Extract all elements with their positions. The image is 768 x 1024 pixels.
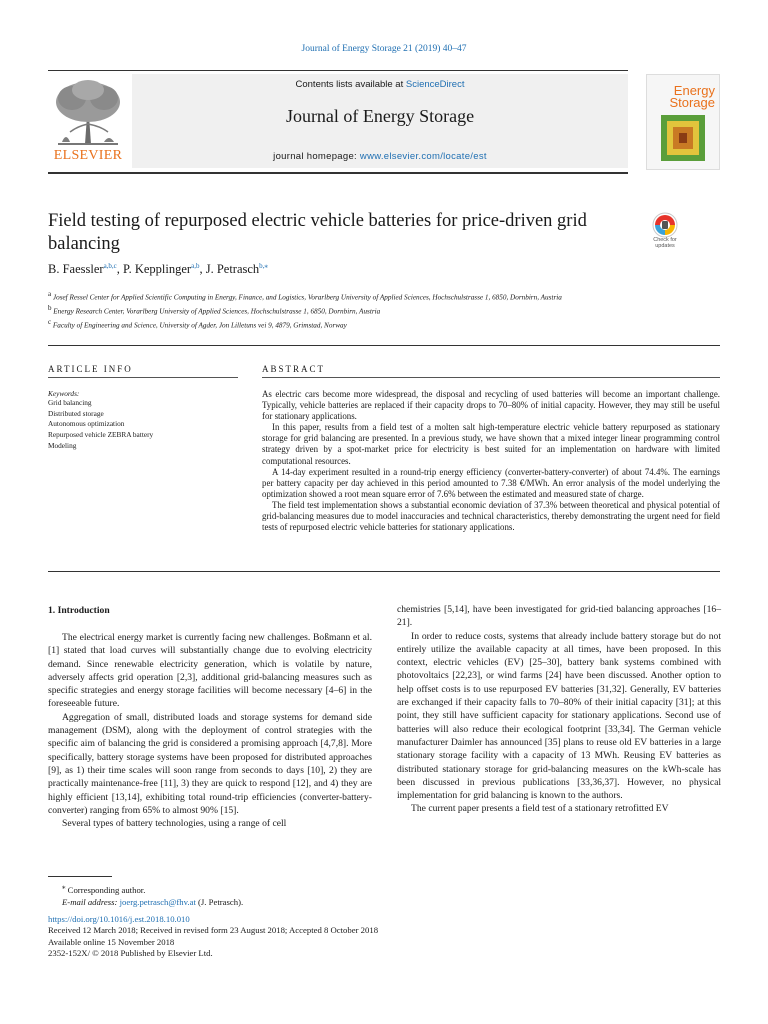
author-name: P. Kepplinger <box>123 262 192 277</box>
body-paragraph: Several types of battery technologies, using a range of cell <box>62 818 287 830</box>
homepage-line <box>132 151 628 162</box>
author-name: J. Petrasch <box>205 262 260 277</box>
affiliation-list <box>48 289 668 331</box>
cover-art-icon <box>661 115 705 161</box>
section-heading-introduction: 1. Introduction <box>48 605 110 616</box>
affiliation-c <box>48 317 668 331</box>
keyword-item: Distributed storage <box>48 408 104 418</box>
affiliation-mark: b <box>48 303 52 312</box>
affiliation-b <box>48 303 668 317</box>
affiliation-text: Josef Ressel Center for Applied Scientific Computing in Energy, Finance, and Logistics, Vorarlberg University of Applied Sciences, Hochschulstrasse 1, 6850, Dornbirn, Austria <box>52 293 562 302</box>
abstract-paragraph: The field test implementation shows a substantial economic deviation of 37.3% between theoretical and physical potential of grid-balancing measures due to model inaccuracies and technical characteristics, thereby demonstrating the urgent need for field tests of repurposed electric vehicle batteries for stationary applications. <box>262 499 720 533</box>
abstract-heading: ABSTRACT <box>262 364 326 374</box>
keywords-list <box>48 398 153 452</box>
article-title: Field testing of repurposed electric vehicle batteries for price-driven grid balancing <box>48 211 587 254</box>
masthead-top-rule <box>48 70 628 71</box>
email-link[interactable]: joerg.petrasch@fhv.at <box>119 896 196 907</box>
author-list <box>48 262 668 277</box>
affiliation-text: Faculty of Engineering and Science, University of Agder, Jon Lilletuns vei 9, 4879, Grimstad, Norway <box>52 321 347 330</box>
publication-history <box>48 914 648 959</box>
cover-title <box>653 85 715 109</box>
cover-title-line2: Storage <box>669 95 715 110</box>
email-label: E-mail address: <box>62 896 120 907</box>
journal-citation-link[interactable]: Journal of Energy Storage 21 (2019) 40–47 <box>301 44 467 54</box>
available-online: Available online 15 November 2018 <box>48 936 175 947</box>
journal-cover-image[interactable] <box>646 74 720 170</box>
masthead-bottom-rule <box>48 172 628 174</box>
abstract-paragraph: In this paper, results from a field test of a molten salt high-temperature electric vehicle battery repurposed as stationary storage for grid balancing are presented. In a previous study, we have shown that a mixed integer linear programming control strategy driven by a spot-market price for electricity is best suited for an implementation on hardware with limited computational resources. <box>262 422 720 466</box>
keyword-item: Modeling <box>48 440 77 450</box>
body-paragraph: The electrical energy market is currently facing new challenges. Boßmann et al. [1] stated that load curves will substantially change due to evolving electricity demand. Since renewable electricity generation, which is volatile by nature, adversely affects grid operation [2,3], additional grid-balancing measures such as specific strategies and energy storage facilities will become necessary [4–6] in the foreseeable future. <box>48 632 372 710</box>
footnote-rule <box>48 876 112 877</box>
body-column-right <box>397 603 721 816</box>
keywords-label: Keywords: <box>48 389 80 398</box>
abstract-rule <box>262 377 720 378</box>
elsevier-wordmark: ELSEVIER <box>53 148 123 163</box>
author-3 <box>206 262 268 276</box>
keyword-item: Grid balancing <box>48 398 92 407</box>
crossmark-icon[interactable] <box>648 212 682 256</box>
doi-link[interactable]: https://doi.org/10.1016/j.est.2018.10.010 <box>48 914 190 924</box>
affiliation-mark: c <box>48 317 52 326</box>
author-separator: , <box>199 262 206 277</box>
body-paragraph: The current paper presents a field test of a stationary retrofitted EV <box>411 803 669 815</box>
received-dates: Received 12 March 2018; Received in revised form 23 August 2018; Accepted 8 October 2018 <box>48 925 379 936</box>
copyright-line: 2352-152X/ © 2018 Published by Elsevier Ltd. <box>48 947 213 958</box>
body-paragraph: Aggregation of small, distributed loads and storage systems for demand side management (DSM), along with the deployment of control strategies with the specific aim of balancing the grid is considered a promising approach [4,7,8]. More specifically, battery storage systems have been proposed for distributed approaches [9], as 1) their time scales will soon range from seconds to days [10], 2) they are practically maintenance-free [11], 3) they are quick to respond [12], and 4) they are highly efficient [13,14], exhibiting total round-trip efficiencies (converter-battery-converter) ranging from 65% to almost 90% [15]. <box>48 711 372 816</box>
author-separator: , <box>116 262 124 277</box>
keyword-item: Autonomous optimization <box>48 419 125 429</box>
author-affiliation-marks[interactable]: a,b <box>191 262 200 270</box>
abstract-paragraph: As electric cars become more widespread, the disposal and recycling of used batteries will become an important challenge. Typically, vehicle batteries are replaced if their capacity drops to 70–80% of initial capacity. However, they may still be useful for stationary applications. <box>262 389 720 422</box>
contents-prefix: Contents lists available at <box>295 79 406 90</box>
footnotes <box>48 881 448 908</box>
email-suffix: (J. Petrasch). <box>195 896 244 907</box>
author-affiliation-marks[interactable]: a,b,c <box>103 262 117 270</box>
article-info-rule <box>48 377 238 378</box>
homepage-prefix: journal homepage: <box>273 151 360 162</box>
abstract-body <box>262 389 720 533</box>
author-name: B. Faessler <box>48 262 104 277</box>
affiliation-a <box>48 289 668 303</box>
author-affiliation-marks[interactable]: b,⁎ <box>259 262 268 270</box>
contents-line <box>132 79 628 90</box>
sciencedirect-link[interactable]: ScienceDirect <box>405 79 465 90</box>
article-info-heading: ARTICLE INFO <box>48 364 133 374</box>
abstract-paragraph: A 14-day experiment resulted in a round-trip energy efficiency (converter-battery-converter) of about 74.4%. The earnings per battery capacity per day achieved in this period amounted to 7.38 €/MWh. An error analysis of the model underlying the optimization showed a root mean square error of 7.6% between the estimated and measured state of charge. <box>262 466 720 499</box>
affiliation-text: Energy Research Center, Vorarlberg University of Applied Sciences, Hochschulstrasse 1, 6850, Dornbirn, Austria <box>53 307 381 316</box>
author-2 <box>123 262 206 276</box>
keyword-item: Repurposed vehicle ZEBRA battery <box>48 430 154 440</box>
homepage-link[interactable]: www.elsevier.com/locate/est <box>359 151 487 162</box>
body-paragraph: In order to reduce costs, systems that already include battery storage but do not entirely utilize the available capacity at all times, have been proposed. In this context, electric vehicles (EV) [25–30], battery bank systems combined with photovoltaics [22,23], or wind farms [24] have been discussed. Another option to help offset costs is to use repurposed EV batteries [31,32]. Generally, EV batteries are exchanged if their capacity falls to 70–80% of their initial capacity [31]; at this point, they still have sufficient capacity for stationary applications. Second use of batteries will also reduce their ecological footprint [33,34]. The German vehicle manufacturer Daimler has announced [35] plans to reuse old EV batteries in a large stationary storage facility with a capacity of 13 MWh. Reusing EV batteries as distributed stationary storage for grid-balancing measures on the kWh-scale has been discussed in previous publications [33,36,37]. However, no physical implementation for grid balancing is known to the authors. <box>397 630 721 802</box>
corresponding-author-note <box>48 881 448 896</box>
email-note <box>48 896 448 908</box>
body-paragraph-continued: chemistries [5,14], have been investigated for grid-tied balancing approaches [16–21]. <box>397 604 721 629</box>
cover-title-line1: Energy <box>673 83 715 98</box>
corresponding-text: Corresponding author. <box>67 884 146 895</box>
crossmark-label[interactable]: Check for updates <box>653 237 677 249</box>
journal-name: Journal of Energy Storage <box>285 106 475 126</box>
author-1 <box>48 262 123 276</box>
body-column-left <box>48 631 372 830</box>
abstract-end-rule <box>48 571 720 572</box>
affiliation-mark: a <box>48 290 52 298</box>
corresponding-mark: ⁎ <box>62 883 66 891</box>
section-divider <box>48 345 720 346</box>
